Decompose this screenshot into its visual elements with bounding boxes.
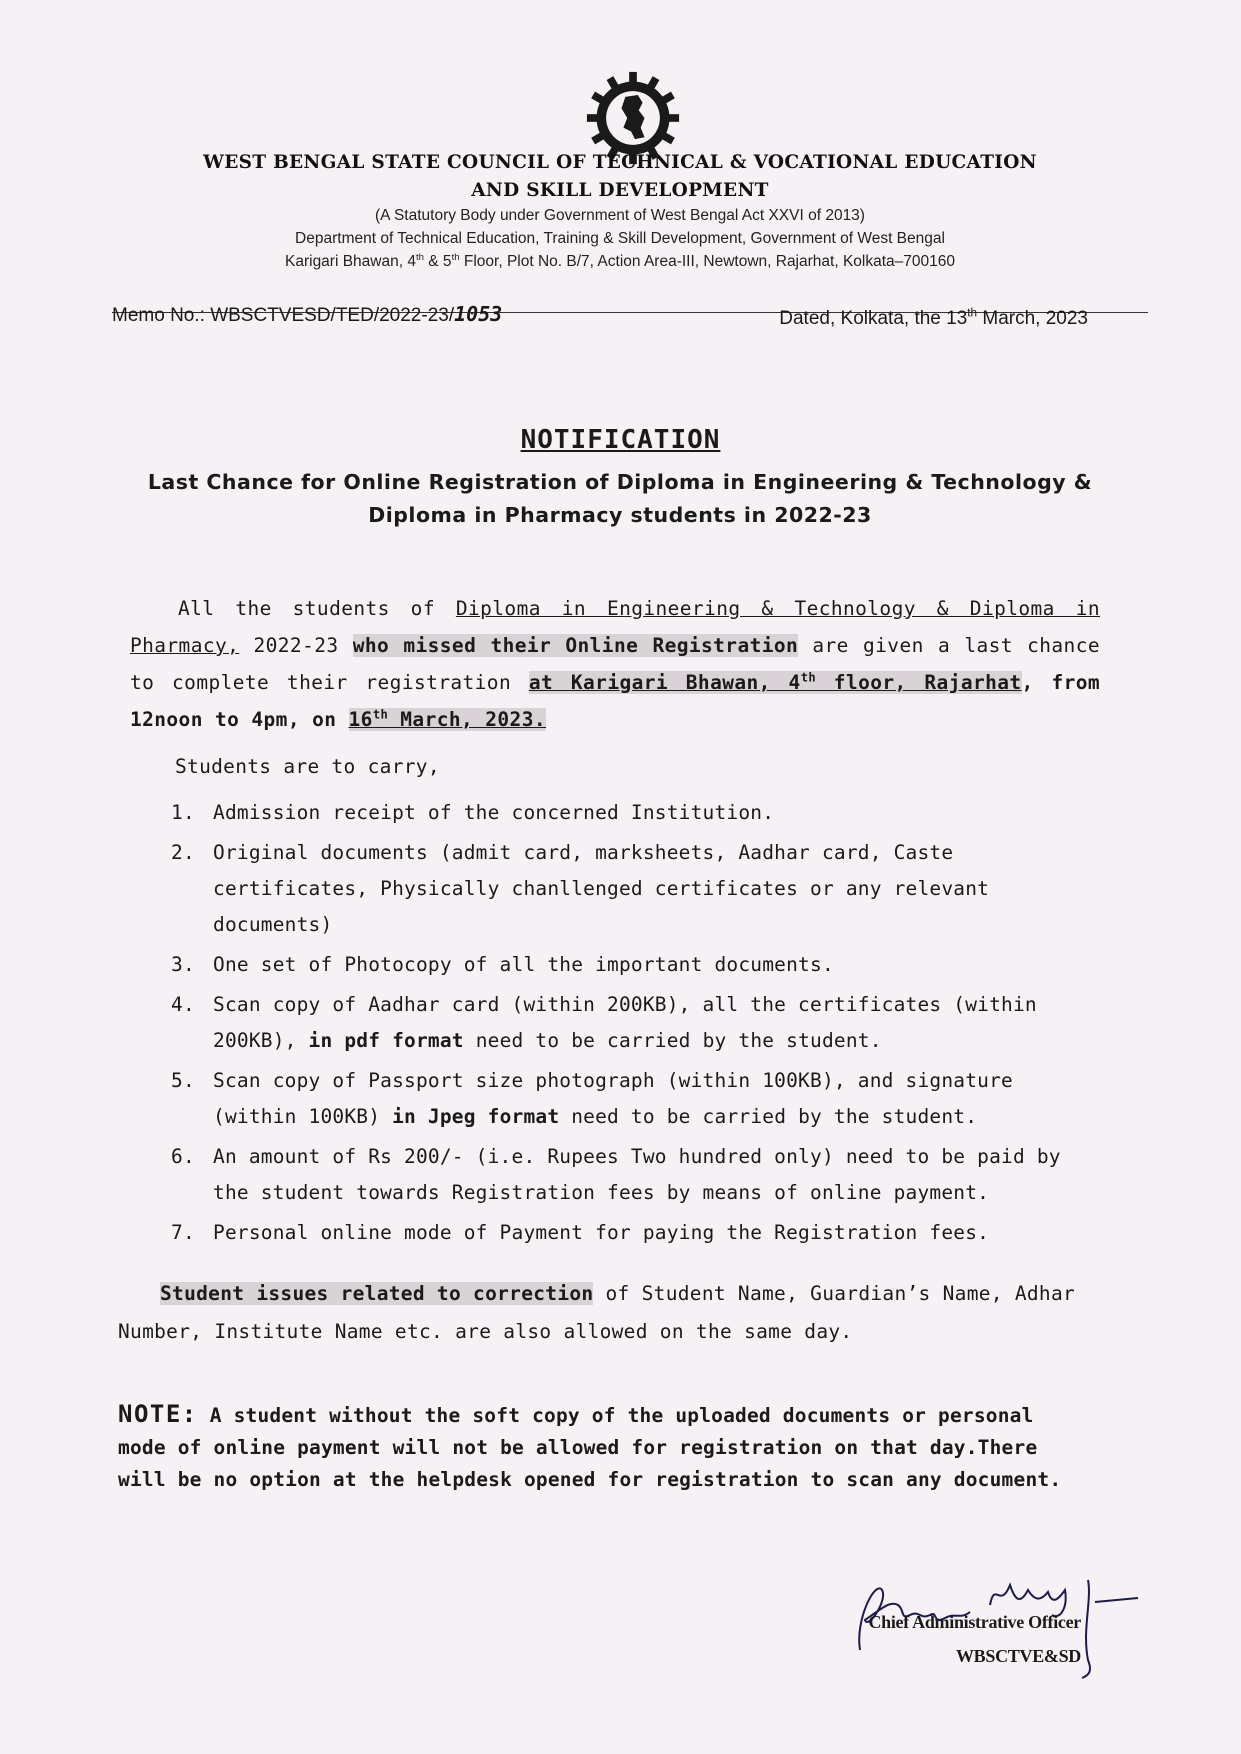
list-item: 4. Scan copy of Aadhar card (within 200KB), all the certificates (within 200KB), in pdf format need to be carried by the student. [171, 993, 1037, 1052]
missed-registration-highlight: who missed their Online Registration [352, 634, 799, 657]
note-paragraph: NOTE: A student without the soft copy of the uploaded documents or personal mode of online payment will not be allowed for registration on that day.There will be no option at the helpdesk opened for registration to scan any document. [118, 1400, 1062, 1491]
list-item: 2. Original documents (admit card, marksheets, Aadhar card, Caste certificates, Physically chanllenged certificates or any relevant documents) [171, 841, 990, 936]
venue-highlight: at Karigari Bhawan, 4th floor, Rajarhat [528, 670, 1022, 694]
memo-number: Memo No.: WBSCTVESD/TED/2022-23/1053 [112, 302, 503, 326]
address-line: Karigari Bhawan, 4th & 5th Floor, Plot No. B/7, Action Area-III, Newtown, Rajarhat, Kolkata–700160 [285, 251, 955, 270]
carry-label: Students are to carry, [175, 755, 440, 778]
course-name: Diploma in Engineering & Technology & Diploma in Pharmacy, [130, 597, 1100, 657]
note-label: NOTE: [118, 1400, 198, 1428]
notification-subtitle-line1: Last Chance for Online Registration of Diploma in Engineering & Technology & [147, 470, 1093, 494]
memo-handwritten-number: 1053 [454, 302, 503, 326]
correction-highlight: Student issues related to correction [160, 1282, 594, 1305]
memo-date: Dated, Kolkata, the 13th March, 2023 [779, 306, 1088, 329]
correction-paragraph: Student issues related to correction of Student Name, Guardian’s Name, Adhar Number, Institute Name etc. are also allowed on the same day. [118, 1282, 1076, 1343]
carry-list [165, 795, 1100, 1251]
signatory-title: Chief Administrative Officer [868, 1612, 1081, 1632]
memo-line [112, 300, 1148, 340]
department-line: Department of Technical Education, Training & Skill Development, Government of West Bengal [295, 230, 945, 247]
list-item: 6. An amount of Rs 200/- (i.e. Rupees Two hundred only) need to be paid by the student towards Registration fees by means of online payment. [171, 1145, 1061, 1204]
statutory-line: (A Statutory Body under Government of West Bengal Act XXVI of 2013) [375, 207, 865, 224]
organization-name-line2: AND SKILL DEVELOPMENT [471, 180, 769, 201]
list-item: 1. Admission receipt of the concerned Institution. [171, 801, 775, 824]
time-text: , from 12noon to 4pm, on [130, 671, 1100, 731]
list-item: 5. Scan copy of Passport size photograph (within 100KB), and signature (within 100KB) in Jpeg format need to be carried by the student. [171, 1069, 1013, 1128]
notification-heading: NOTIFICATION [520, 425, 721, 455]
list-item: 7. Personal online mode of Payment for paying the Registration fees. [171, 1221, 990, 1244]
registration-date: 16th March, 2023. [348, 707, 546, 731]
signatory-organization: WBSCTVE&SD [955, 1646, 1081, 1666]
signatory-block [868, 1605, 1081, 1673]
notification-subtitle-line2: Diploma in Pharmacy students in 2022-23 [368, 503, 872, 527]
intro-paragraph: All the students of Diploma in Engineering & Technology & Diploma in Pharmacy, 2022-23 who missed their Online Registration are given a last chance to complete their registration at Karigari Bhawan, 4th floor, Rajarhat, from 12noon to 4pm, on 16th March, 2023. [130, 597, 1100, 731]
list-item: 3. One set of Photocopy of all the important documents. [171, 953, 834, 976]
organization-name-line1: WEST BENGAL STATE COUNCIL OF TECHNICAL & VOCATIONAL EDUCATION [203, 152, 1037, 173]
